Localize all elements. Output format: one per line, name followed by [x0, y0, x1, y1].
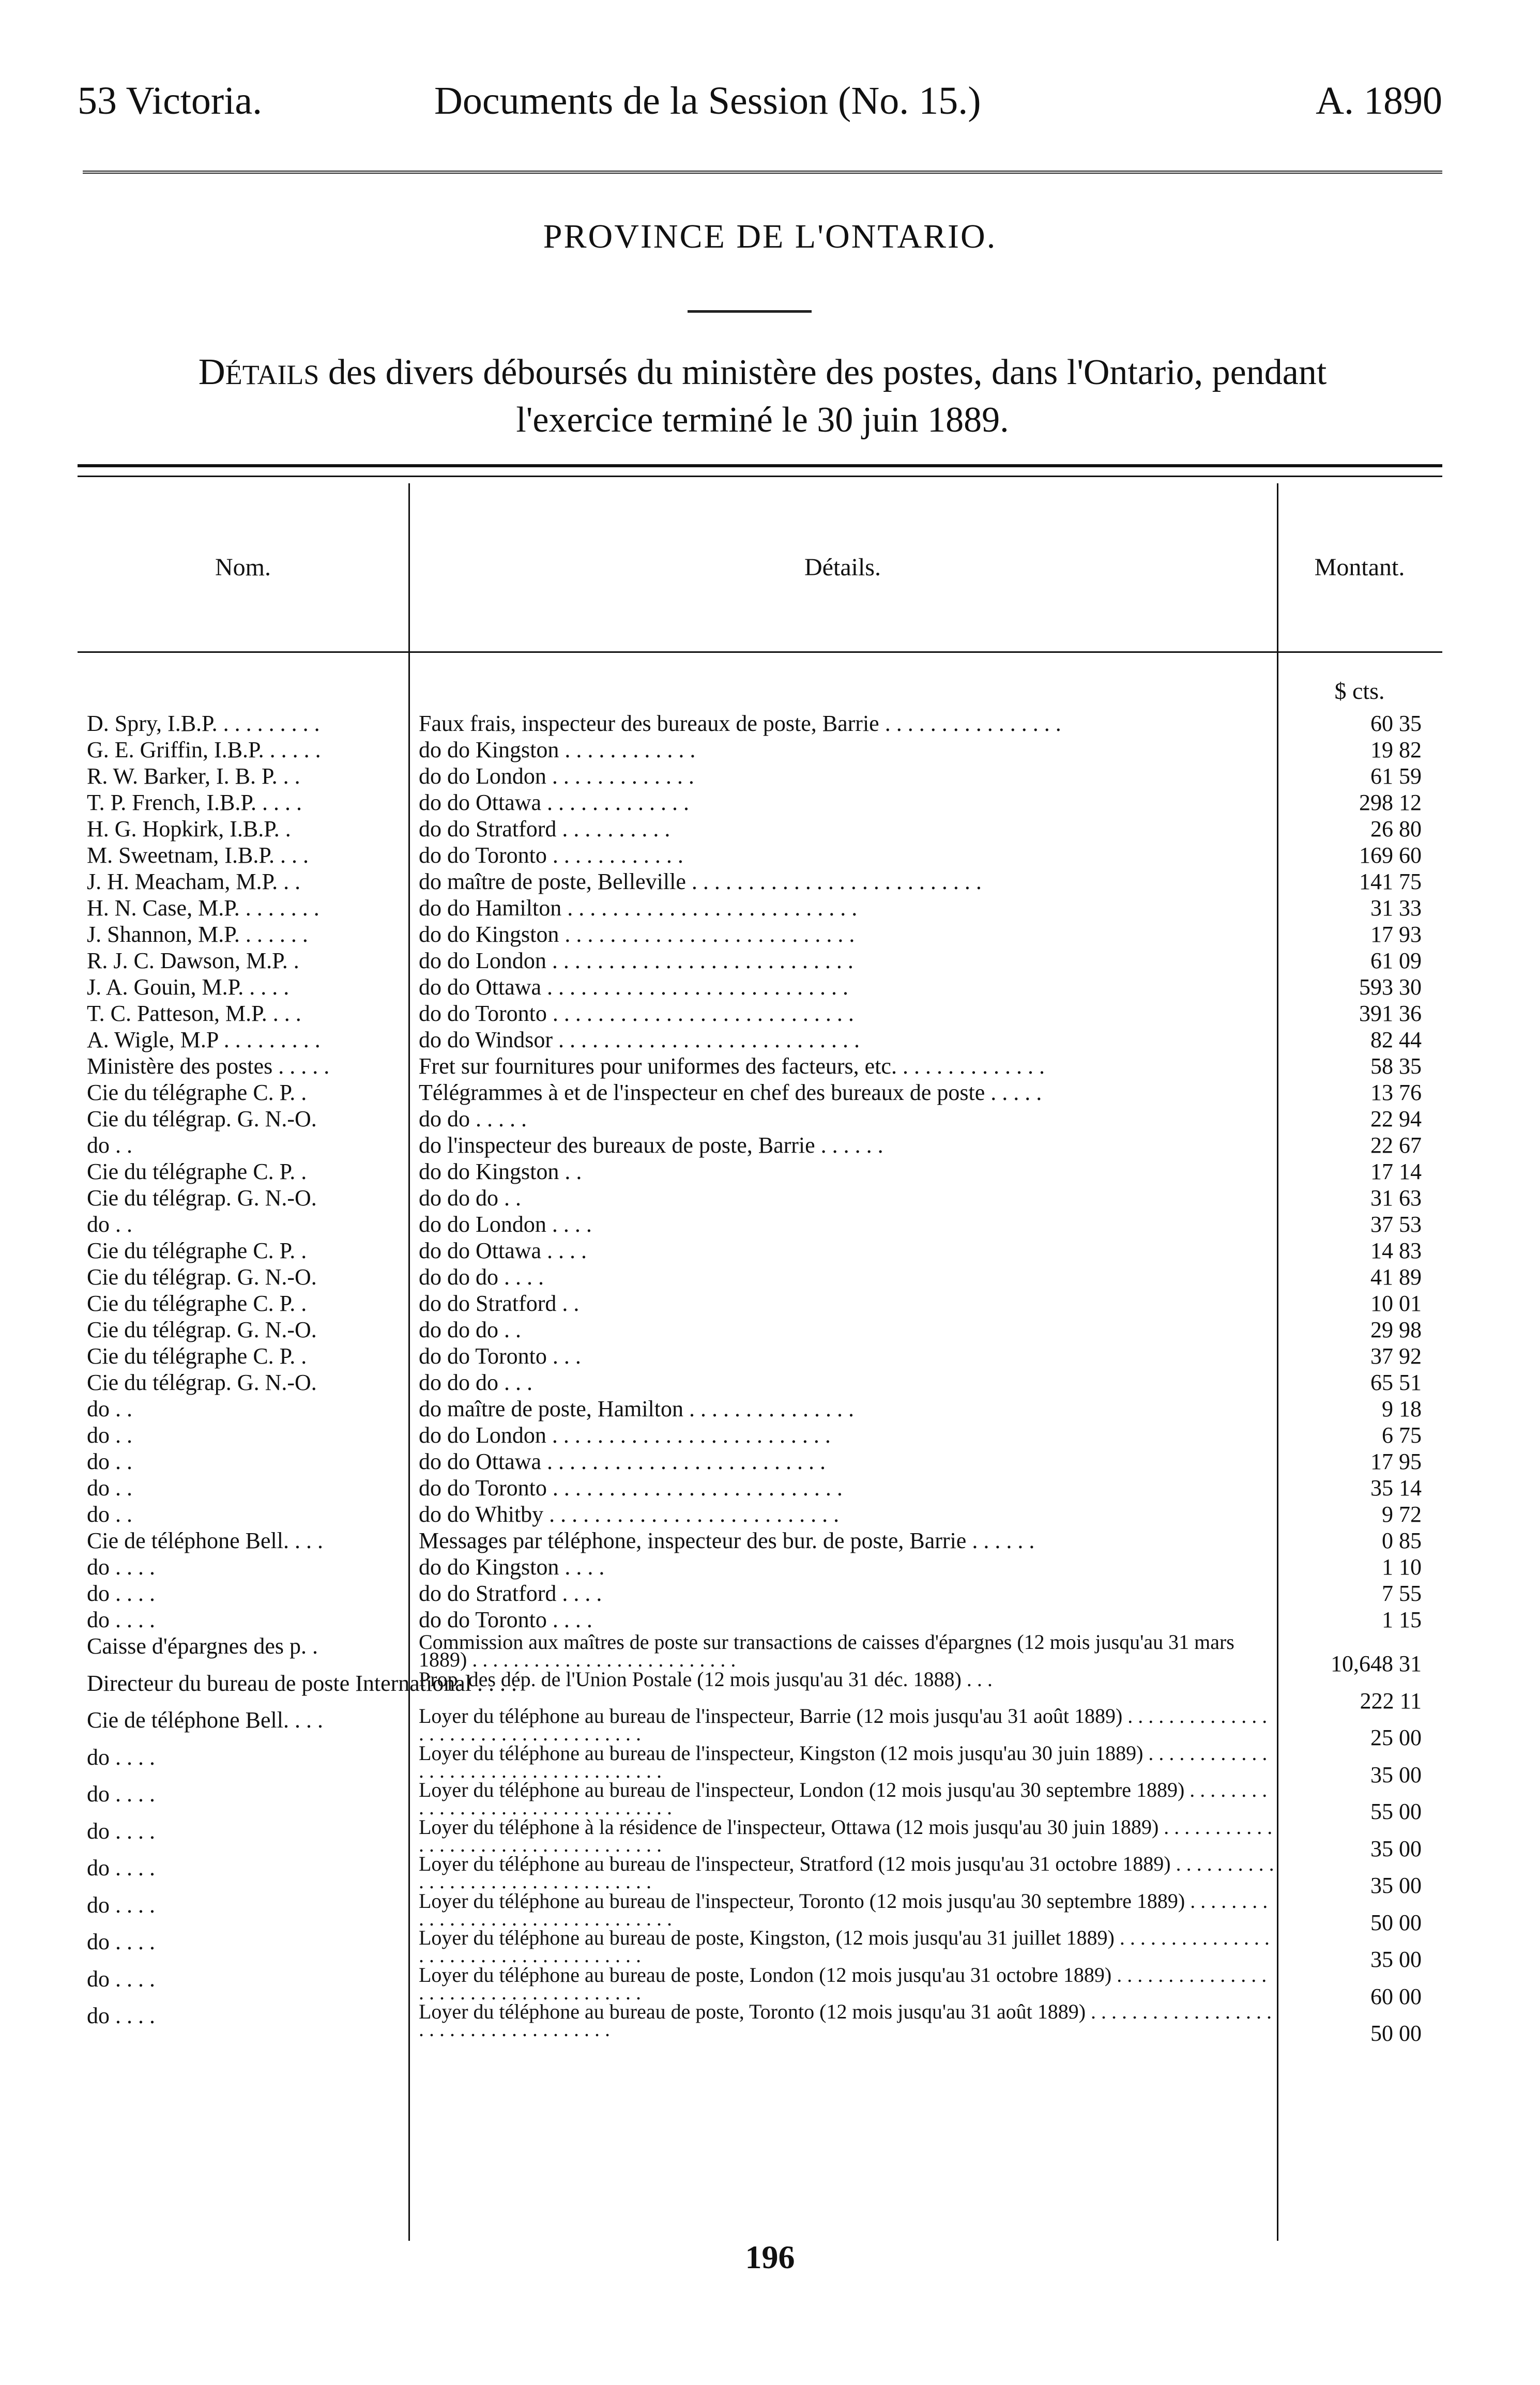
row-details: do do Kingston . . . . . . . . . . . . [419, 737, 696, 762]
row-name: Cie du télégraphe C. P. . [87, 1291, 307, 1316]
row-name: do . . . . [87, 1818, 155, 1844]
row-name: H. N. Case, M.P. . . . . . . . [87, 895, 319, 921]
row-amount: 35 00 [1370, 1836, 1422, 1861]
row-name: Cie de téléphone Bell. . . . [87, 1528, 323, 1553]
row-amount: 61 59 [1370, 763, 1422, 789]
row-amount: 31 33 [1370, 895, 1422, 921]
row-amount: 35 14 [1370, 1475, 1422, 1501]
table-row [78, 948, 1442, 974]
row-name: R. J. C. Dawson, M.P. . [87, 948, 299, 973]
row-amount: 13 76 [1370, 1080, 1422, 1105]
table-row [78, 1581, 1442, 1607]
row-details: do do do . . [419, 1317, 521, 1342]
table-row [78, 974, 1442, 1001]
row-details: Loyer du téléphone au bureau de l'inspecteur, Kingston (12 mois jusqu'au 30 juin 1889) . . . . . . . . . . . . . . . . . . . . . . . . . . . . . . . . . . . . [419, 1741, 1268, 1782]
table-row [78, 1080, 1442, 1106]
row-amount: 29 98 [1370, 1317, 1422, 1342]
row-name: A. Wigle, M.P . . . . . . . . . [87, 1027, 321, 1052]
row-amount: 141 75 [1359, 869, 1422, 894]
row-details: do l'inspecteur des bureaux de poste, Barrie . . . . . . [419, 1133, 883, 1158]
row-details: Loyer du téléphone au bureau de l'inspecteur, Barrie (12 mois jusqu'au 31 août 1889) . . . . . . . . . . . . . . . . . . . . . . . . . . . . . . . . . . . . [419, 1704, 1268, 1745]
row-amount: 60 35 [1370, 711, 1422, 736]
table-row [78, 1528, 1442, 1554]
intro-paragraph [83, 349, 1442, 443]
row-name: do . . . . [87, 2003, 155, 2028]
table-row [78, 1926, 1442, 1972]
row-name: do . . [87, 1212, 132, 1237]
row-name: do . . [87, 1475, 132, 1501]
row-amount: 10,648 31 [1331, 1651, 1422, 1676]
row-amount: 31 63 [1370, 1185, 1422, 1211]
row-name: do . . [87, 1423, 132, 1448]
row-amount: 50 00 [1370, 2021, 1422, 2046]
expense-table-body [78, 711, 1442, 2046]
title-short-rule [688, 310, 812, 313]
row-details: do do London . . . . . . . . . . . . . . . . . . . . . . . . . [419, 1423, 831, 1448]
table-row [78, 816, 1442, 843]
row-amount: 50 00 [1370, 1909, 1422, 1935]
row-amount: 61 09 [1370, 948, 1422, 973]
row-details: Loyer du téléphone au bureau de poste, Toronto (12 mois jusqu'au 31 août 1889) . . . . . . . . . . . . . . . . . . . . . . . . . . . . . . . . . . . . . [419, 2000, 1272, 2041]
row-amount: 55 00 [1370, 1799, 1422, 1824]
row-amount: 298 12 [1359, 790, 1422, 815]
table-row [78, 1554, 1442, 1581]
row-amount: 60 00 [1370, 1983, 1422, 2009]
table-row [78, 1778, 1442, 1824]
row-name: do . . . . [87, 1966, 155, 1992]
row-name: T. P. French, I.B.P. . . . . [87, 790, 302, 815]
row-amount: 17 95 [1370, 1449, 1422, 1474]
row-name: Cie du télégraphe C. P. . [87, 1343, 307, 1369]
table-row [78, 1027, 1442, 1053]
table-row [78, 790, 1442, 816]
table-row [78, 1852, 1442, 1898]
page-title: PROVINCE DE L'ONTARIO. [543, 218, 997, 255]
row-name: Cie de téléphone Bell. . . . [87, 1707, 323, 1733]
row-details: do do Windsor . . . . . . . . . . . . . . . . . . . . . . . . . . . [419, 1027, 860, 1052]
table-row [78, 1317, 1442, 1343]
row-amount: 9 18 [1382, 1396, 1422, 1421]
row-name: H. G. Hopkirk, I.B.P. . [87, 816, 291, 842]
table-row [78, 1607, 1442, 1633]
intro-line-1 [83, 349, 1442, 398]
row-details: Loyer du téléphone au bureau de l'inspecteur, Toronto (12 mois jusqu'au 30 septembre 1889) . . . . . . . . . . . . . . . . . . . . . . . . . . . . . . . . . [419, 1889, 1268, 1930]
row-name: do . . . . [87, 1607, 155, 1632]
row-amount: 0 85 [1382, 1528, 1422, 1553]
row-name: J. Shannon, M.P. . . . . . . [87, 922, 308, 947]
row-amount: 9 72 [1382, 1502, 1422, 1527]
row-name: M. Sweetnam, I.B.P. . . . [87, 843, 309, 868]
row-amount: 35 00 [1370, 1762, 1422, 1787]
intro-rest: des divers déboursés du ministère des postes, dans l'Ontario, pendant [319, 353, 1327, 392]
row-amount: 1 10 [1382, 1554, 1422, 1580]
row-amount: 14 83 [1370, 1238, 1422, 1263]
row-amount: 41 89 [1370, 1264, 1422, 1290]
table-row [78, 1106, 1442, 1133]
table-row [78, 763, 1442, 790]
row-amount: 25 00 [1370, 1725, 1422, 1750]
row-details: Loyer du téléphone au bureau de l'inspecteur, Stratford (12 mois jusqu'au 31 octobre 1889) . . . . . . . . . . . . . . . . . . . . . . . . . . . . . . . . . [419, 1852, 1274, 1893]
table-row [78, 1889, 1442, 1935]
row-name: do . . . . [87, 1554, 155, 1580]
row-name: G. E. Griffin, I.B.P. . . . . . [87, 737, 321, 762]
table-row [78, 737, 1442, 763]
row-details: do do Whitby . . . . . . . . . . . . . . . . . . . . . . . . . . [419, 1502, 840, 1527]
row-details: do do Ottawa . . . . . . . . . . . . . . . . . . . . . . . . . . . [419, 974, 849, 1000]
table-row [78, 1741, 1442, 1787]
row-name: Cie du télégrap. G. N.-O. [87, 1264, 317, 1290]
row-amount: 222 11 [1360, 1688, 1422, 1714]
row-amount: 35 00 [1370, 1947, 1422, 1972]
table-row [78, 1212, 1442, 1238]
row-name: do . . . . [87, 1781, 155, 1807]
header-document-title: Documents de la Session (No. 15.) [434, 79, 981, 123]
row-details: do do London . . . . . . . . . . . . . [419, 763, 694, 789]
header-double-rule [83, 171, 1442, 177]
row-name: do . . [87, 1396, 132, 1421]
row-amount: 65 51 [1370, 1370, 1422, 1395]
row-details: do do London . . . . . . . . . . . . . . . . . . . . . . . . . . . [419, 948, 853, 973]
row-amount: 1 15 [1382, 1607, 1422, 1632]
row-details: do do do . . . . [419, 1264, 544, 1290]
row-name: do . . . . [87, 1892, 155, 1918]
row-details: Loyer du téléphone au bureau de l'inspecteur, London (12 mois jusqu'au 30 septembre 1889) . . . . . . . . . . . . . . . . . . . . . . . . . . . . . . . . . [419, 1778, 1268, 1819]
row-details: do do Stratford . . . . [419, 1581, 602, 1606]
row-name: Cie du télégraphe C. P. . [87, 1080, 307, 1105]
table-row [78, 1502, 1442, 1528]
table-top-thick-rule [78, 464, 1442, 467]
row-details: Loyer du téléphone à la résidence de l'inspecteur, Ottawa (12 mois jusqu'au 30 juin 1889) . . . . . . . . . . . . . . . . . . . . . . . . . . . . . . . . . . . [419, 1815, 1273, 1856]
row-details: do do Hamilton . . . . . . . . . . . . . . . . . . . . . . . . . . [419, 895, 858, 921]
page-number: 196 [745, 2239, 795, 2275]
table-row [78, 1396, 1442, 1423]
row-amount: 37 92 [1370, 1343, 1422, 1369]
table-top-thin-rule [78, 476, 1442, 477]
row-details: Faux frais, inspecteur des bureaux de poste, Barrie . . . . . . . . . . . . . . . . [419, 711, 1061, 736]
row-name: do . . . . [87, 1855, 155, 1881]
table-row [78, 1630, 1442, 1676]
row-amount: 7 55 [1382, 1581, 1422, 1606]
row-name: do . . [87, 1133, 132, 1158]
row-name: do . . [87, 1502, 132, 1527]
column-header-montant: Montant. [1314, 554, 1405, 581]
table-row [78, 1667, 1442, 1714]
column-header-rule [78, 651, 1442, 653]
row-name: Cie du télégrap. G. N.-O. [87, 1185, 317, 1211]
row-name: do . . . . [87, 1744, 155, 1770]
row-details: do do London . . . . [419, 1212, 592, 1237]
row-amount: 593 30 [1359, 974, 1422, 1000]
row-details: do maître de poste, Belleville . . . . . . . . . . . . . . . . . . . . . . . . . . [419, 869, 982, 894]
table-row [78, 1815, 1442, 1861]
row-details: do do Kingston . . . . . . . . . . . . . . . . . . . . . . . . . . [419, 922, 855, 947]
table-row [78, 895, 1442, 922]
table-row [78, 2000, 1442, 2046]
row-amount: 35 00 [1370, 1873, 1422, 1898]
running-header [78, 78, 1442, 124]
row-details: do do Ottawa . . . . [419, 1238, 587, 1263]
row-details: do do Toronto . . . . . . . . . . . . . . . . . . . . . . . . . . . [419, 1001, 854, 1026]
row-name: T. C. Patteson, M.P. . . . [87, 1001, 301, 1026]
row-amount: 58 35 [1370, 1053, 1422, 1079]
table-row [78, 1001, 1442, 1027]
column-header-nom: Nom. [215, 554, 271, 581]
table-row [78, 922, 1442, 948]
table-row [78, 1291, 1442, 1317]
row-name: Cie du télégrap. G. N.-O. [87, 1370, 317, 1395]
row-name: Caisse d'épargnes des p. . [87, 1633, 318, 1659]
row-amount: 391 36 [1359, 1001, 1422, 1026]
row-details: do do do . . . [419, 1370, 532, 1395]
row-details: Télégrammes à et de l'inspecteur en chef des bureaux de poste . . . . . [419, 1080, 1042, 1105]
row-name: J. A. Gouin, M.P. . . . . [87, 974, 289, 1000]
row-details: do do . . . . . [419, 1106, 527, 1132]
row-name: do . . [87, 1449, 132, 1474]
intro-small-caps: ÉTAILS [225, 359, 319, 390]
row-details: do maître de poste, Hamilton . . . . . . . . . . . . . . . [419, 1396, 854, 1421]
table-row [78, 1449, 1442, 1475]
row-name: do . . . . [87, 1929, 155, 1954]
table-row [78, 1423, 1442, 1449]
row-amount: 17 14 [1370, 1159, 1422, 1184]
row-amount: 6 75 [1382, 1423, 1422, 1448]
row-details: do do Kingston . . . . [419, 1554, 605, 1580]
row-details: do do Toronto . . . . [419, 1607, 592, 1632]
row-name: J. H. Meacham, M.P. . . [87, 869, 301, 894]
table-row [78, 1370, 1442, 1396]
row-name: Ministère des postes . . . . . [87, 1053, 330, 1079]
row-amount: 82 44 [1370, 1027, 1422, 1052]
column-header-details: Détails. [804, 554, 881, 581]
row-details: do do Ottawa . . . . . . . . . . . . . [419, 790, 690, 815]
row-details: Commission aux maîtres de poste sur transactions de caisses d'épargnes (12 mois jusqu'au 31 mars 1889) . . . . . . . . . . . . . . . . . . . . . . . . . . [419, 1630, 1234, 1671]
table-row [78, 1704, 1442, 1750]
row-details: Loyer du téléphone au bureau de poste, Kingston, (12 mois jusqu'au 31 juillet 1889) . . . . . . . . . . . . . . . . . . . . . . . . . . . . . . . . . . . . . [419, 1926, 1270, 1967]
table-row [78, 1963, 1442, 2009]
intro-first-letter: D [198, 351, 225, 392]
row-details: do do Stratford . . [419, 1291, 580, 1316]
header-session-left: 53 Victoria. [78, 79, 263, 123]
row-amount: 17 93 [1370, 922, 1422, 947]
row-amount: 10 01 [1370, 1291, 1422, 1316]
row-details: Loyer du téléphone au bureau de poste, London (12 mois jusqu'au 31 octobre 1889) . . . . . . . . . . . . . . . . . . . . . . . . . . . . . . . . . . . . . [419, 1963, 1267, 2004]
header-year-right: A. 1890 [1316, 79, 1442, 123]
row-amount: 22 94 [1370, 1106, 1422, 1132]
table-row [78, 843, 1442, 869]
row-name: D. Spry, I.B.P. . . . . . . . . . [87, 711, 320, 736]
row-details: do do Stratford . . . . . . . . . . [419, 816, 670, 842]
table-row [78, 1185, 1442, 1212]
row-details: Prop. des dép. de l'Union Postale (12 mois jusqu'au 31 déc. 1888) . . . [419, 1667, 993, 1691]
row-name: Cie du télégrap. G. N.-O. [87, 1106, 317, 1132]
table-row [78, 1343, 1442, 1370]
row-details: do do Toronto . . . . . . . . . . . . [419, 843, 683, 868]
row-amount: 37 53 [1370, 1212, 1422, 1237]
row-name: Cie du télégraphe C. P. . [87, 1159, 307, 1184]
table-row [78, 1159, 1442, 1185]
row-name: Cie du télégraphe C. P. . [87, 1238, 307, 1263]
row-amount: 19 82 [1370, 737, 1422, 762]
intro-line-2: l'exercice terminé le 30 juin 1889. [516, 400, 1009, 440]
table-row [78, 1264, 1442, 1291]
row-details: do do Toronto . . . [419, 1343, 581, 1369]
table-row [78, 1475, 1442, 1502]
row-amount: 22 67 [1370, 1133, 1422, 1158]
row-name: do . . . . [87, 1581, 155, 1606]
currency-unit-label: $ cts. [1334, 678, 1385, 704]
table-row [78, 1053, 1442, 1080]
row-details: Messages par téléphone, inspecteur des bur. de poste, Barrie . . . . . . [419, 1528, 1035, 1553]
table-row [78, 869, 1442, 895]
row-amount: 26 80 [1370, 816, 1422, 842]
row-name: Directeur du bureau de poste International . . . . [87, 1670, 517, 1696]
row-name: R. W. Barker, I. B. P. . . [87, 763, 300, 789]
row-details: do do do . . [419, 1185, 521, 1211]
row-details: do do Ottawa . . . . . . . . . . . . . . . . . . . . . . . . . [419, 1449, 826, 1474]
row-details: Fret sur fournitures pour uniformes des facteurs, etc. . . . . . . . . . . . . . [419, 1053, 1045, 1079]
table-row [78, 711, 1442, 737]
row-name: Cie du télégrap. G. N.-O. [87, 1317, 317, 1342]
row-amount: 169 60 [1359, 843, 1422, 868]
table-row [78, 1133, 1442, 1159]
table-row [78, 1238, 1442, 1264]
row-details: do do Toronto . . . . . . . . . . . . . . . . . . . . . . . . . . [419, 1475, 843, 1501]
row-details: do do Kingston . . [419, 1159, 582, 1184]
